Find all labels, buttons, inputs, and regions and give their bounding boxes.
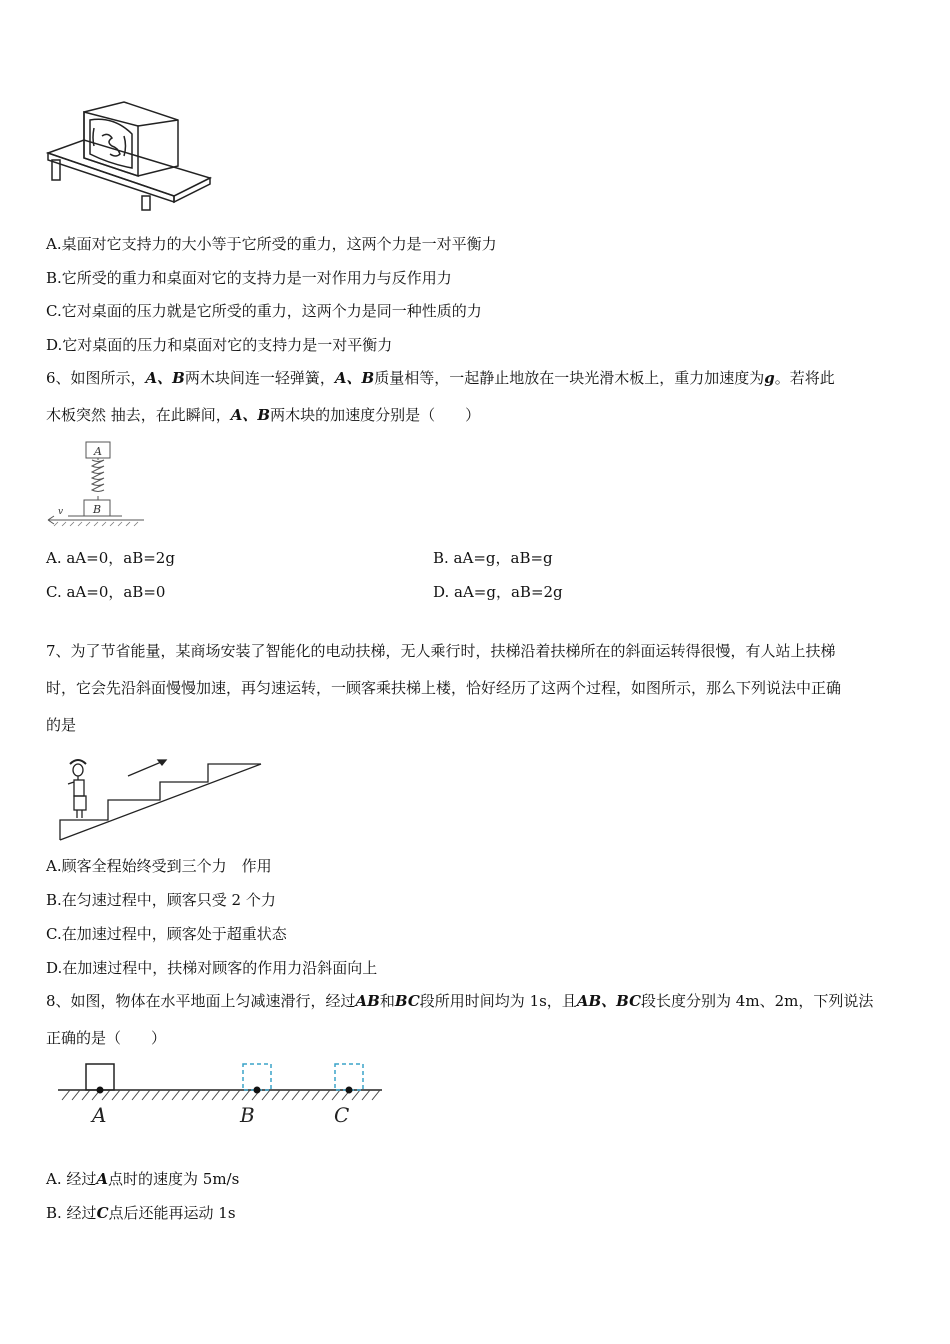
q7-option-d: D.在加速过程中，扶梯对顾客的作用力沿斜面向上	[46, 959, 378, 977]
q6-var-g: g	[764, 369, 775, 387]
q5-option-a: A.桌面对它支持力的大小等于它所受的重力，这两个力是一对平衡力	[46, 235, 497, 253]
q8-var-bc: BC	[394, 992, 420, 1010]
q6-var-ab-3: A、B	[230, 406, 271, 424]
q7-stem-line-3: 的是	[46, 716, 77, 734]
escalator-figure	[56, 750, 266, 846]
tv-on-table-figure	[44, 98, 214, 213]
spring-blocks-figure	[44, 440, 148, 530]
fig-label-b: B	[92, 503, 102, 516]
fig-point-a: A	[92, 1103, 107, 1127]
fig-label-v: v	[58, 507, 64, 517]
q8-stem-line-1: 8、如图，物体在水平地面上匀减速滑行，经过AB和BC段所用时间均为 1s，且AB、BC段长度分别为 4m、2m，下列说法	[46, 992, 874, 1010]
fig-point-c: C	[334, 1103, 350, 1127]
q8-option-a: A. 经过A点时的速度为 5m/s	[46, 1170, 240, 1188]
q6-option-a: A. aA=0，aB=2g	[46, 549, 175, 567]
q7-stem-line-1: 7、为了节省能量，某商场安装了智能化的电动扶梯，无人乘行时，扶梯沿着扶梯所在的斜面运转得很慢，有人站上扶梯	[46, 642, 836, 660]
q8-var-ab-bc: AB、BC	[576, 992, 642, 1010]
q6-var-ab-2: A、B	[334, 369, 375, 387]
q5-option-b: B.它所受的重力和桌面对它的支持力是一对作用力与反作用力	[46, 269, 452, 287]
q7-option-a: A.顾客全程始终受到三个力 作用	[46, 857, 272, 875]
q6-option-d: D. aA=g，aB=2g	[433, 583, 563, 601]
q7-option-c: C.在加速过程中，顾客处于超重状态	[46, 925, 287, 943]
q6-stem-line-2: 木板突然 抽去，在此瞬间，A、B两木块的加速度分别是（ ）	[46, 406, 481, 424]
q6-stem-line-1: 6、如图所示，A、B两木块间连一轻弹簧，A、B质量相等，一起静止地放在一块光滑木板上，重力加速度为g。若将此	[46, 369, 835, 387]
fig-label-a: A	[94, 445, 102, 458]
q8-stem-line-2: 正确的是（ ）	[46, 1029, 167, 1047]
q5-option-c: C.它对桌面的压力就是它所受的重力，这两个力是同一种性质的力	[46, 302, 482, 320]
q8-option-b: B. 经过C点后还能再运动 1s	[46, 1204, 236, 1222]
q6-option-b: B. aA=g，aB=g	[433, 549, 553, 567]
q6-var-ab: A、B	[145, 369, 185, 387]
fig-point-b: B	[240, 1103, 255, 1127]
sliding-block-figure	[56, 1060, 386, 1130]
q7-stem-line-2: 时，它会先沿斜面慢慢加速，再匀速运转，一顾客乘扶梯上楼，恰好经历了这两个过程，如图所示，那么下列说法中正确	[46, 679, 842, 697]
q6-option-c: C. aA=0，aB=0	[46, 583, 166, 601]
q7-option-b: B.在匀速过程中，顾客只受 2 个力	[46, 891, 276, 909]
q5-option-d: D.它对桌面的压力和桌面对它的支持力是一对平衡力	[46, 336, 393, 354]
q8-opt-a-var: A	[96, 1170, 109, 1188]
q8-var-ab: AB	[355, 992, 380, 1010]
q8-opt-b-var: C	[96, 1204, 109, 1222]
